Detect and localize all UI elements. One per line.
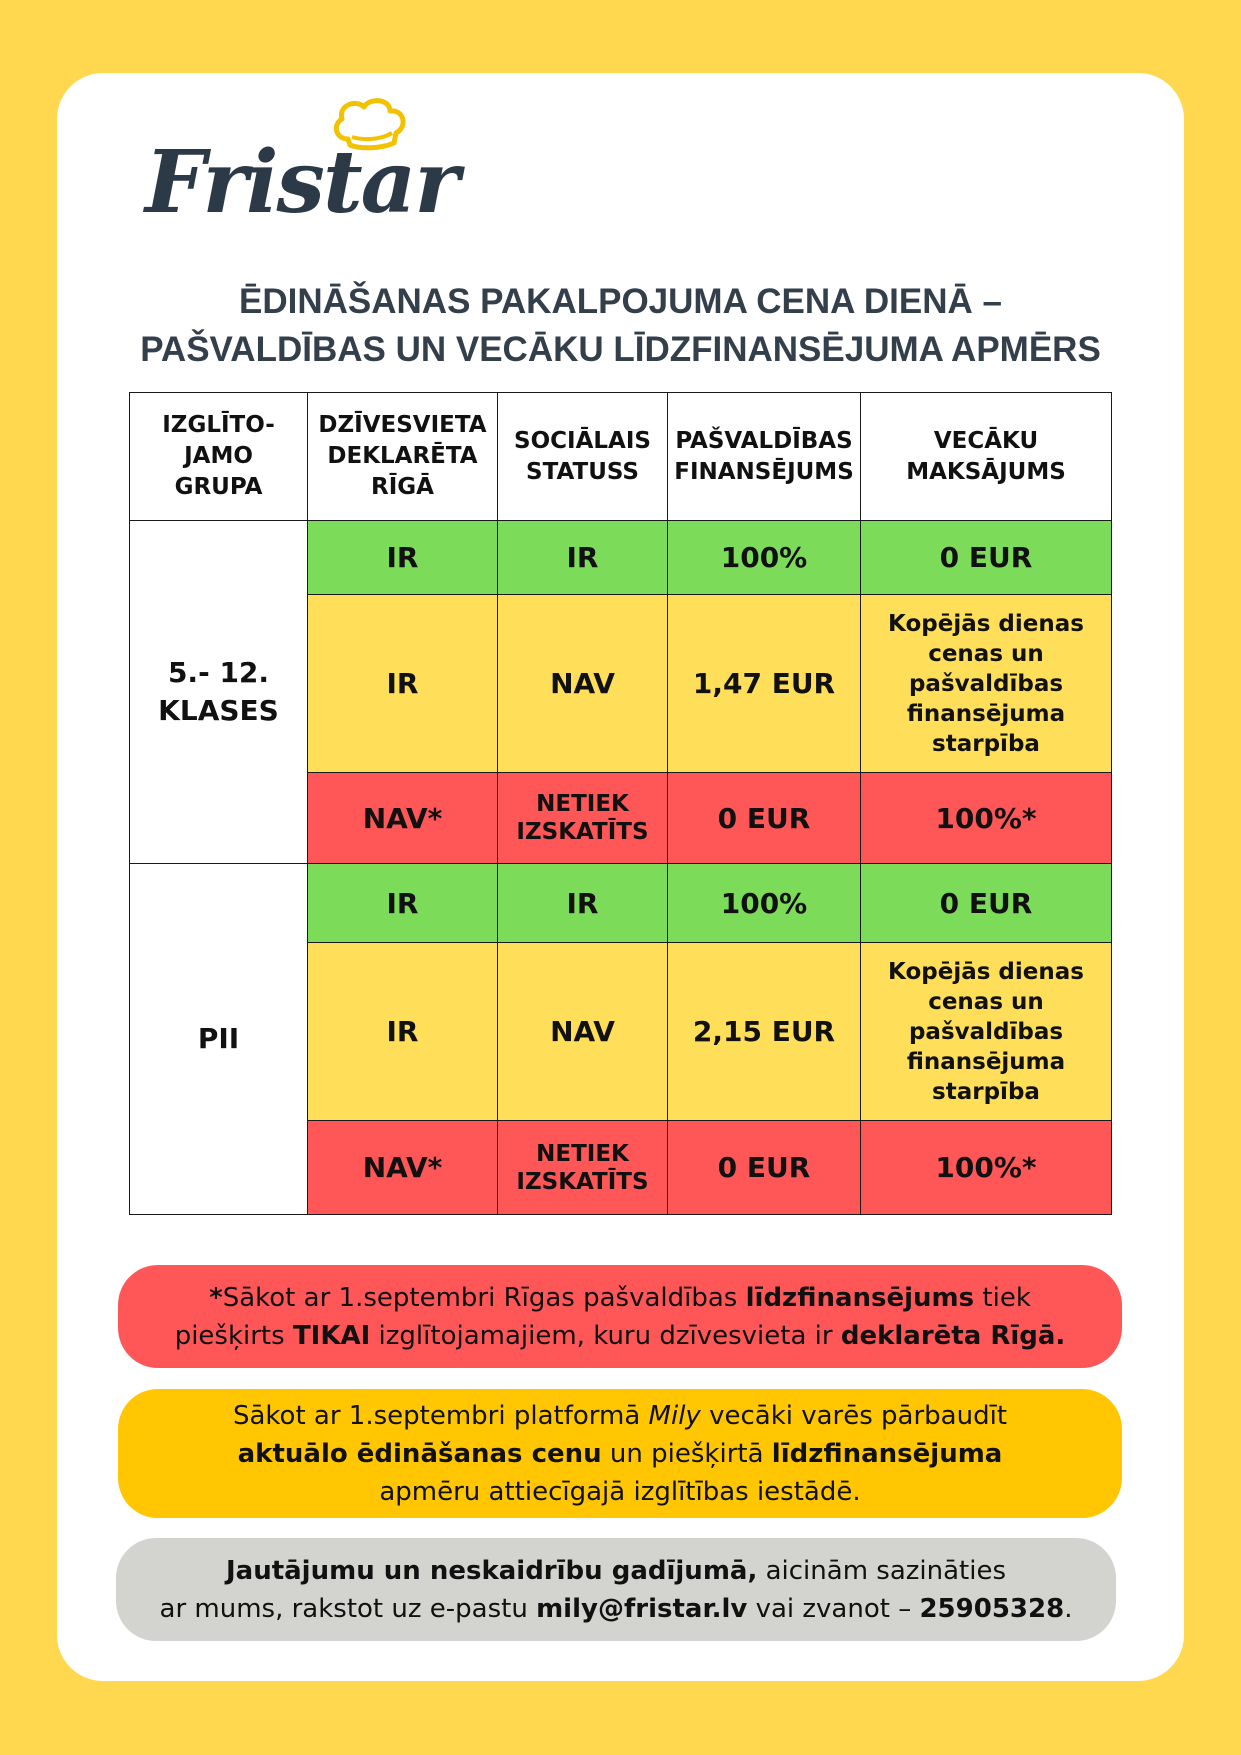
payment-note-line: starpība: [932, 730, 1040, 757]
header-text: MAKSĀJUMS: [906, 458, 1066, 485]
header-text: SOCIĀLAIS: [514, 427, 651, 454]
contact-phone[interactable]: 25905328: [919, 1593, 1065, 1624]
note-bold: līdzfinansējums: [745, 1282, 975, 1313]
payment-note-line: starpība: [932, 1078, 1040, 1105]
logo-wordmark: Fristar: [145, 132, 458, 233]
group-label: KLASES: [158, 694, 279, 727]
note-bold: deklarēta Rīgā.: [840, 1320, 1066, 1351]
status-text: IZSKATĪTS: [516, 1168, 649, 1195]
residence-cell: NAV*: [308, 1121, 498, 1215]
note-bold: līdzfinansējuma: [771, 1438, 1003, 1469]
header-text: IZGLĪTO-: [162, 412, 275, 438]
note-mily-platform: [118, 1389, 1122, 1518]
group-label: 5.- 12.: [167, 656, 270, 689]
header-parent-payment: [861, 393, 1112, 521]
note-bold: *: [209, 1282, 223, 1313]
table-row: [130, 521, 1112, 595]
note-text: vecāki varēs pārbaudīt: [700, 1400, 1008, 1431]
note-rigas-cofinancing: [118, 1265, 1122, 1368]
header-text: RĪGĀ: [371, 474, 434, 500]
status-text: NETIEK: [536, 791, 629, 817]
group-cell-pii: [130, 864, 308, 1215]
contact-email[interactable]: mily@fristar.lv: [536, 1593, 748, 1624]
group-label: PII: [197, 1022, 240, 1055]
note-bold: aktuālo ēdināšanas cenu: [237, 1438, 602, 1469]
title-line-2: PAŠVALDĪBAS UN VECĀKU LĪDZFINANSĒJUMA APMĒRS: [140, 330, 1101, 369]
note-text: Sākot ar 1.septembri Rīgas pašvaldības: [222, 1282, 746, 1313]
note-bold: TIKAI: [292, 1320, 371, 1351]
residence-cell: IR: [308, 943, 498, 1121]
note-text: tiek: [974, 1282, 1031, 1313]
note-text: un piešķirtā: [601, 1438, 772, 1469]
funding-cell: 100%: [668, 521, 861, 595]
header-residence: [308, 393, 498, 521]
note-bold: Jautājumu un neskaidrību gadījumā,: [225, 1555, 758, 1586]
note-line: [116, 1590, 1116, 1628]
status-text: NETIEK: [536, 1140, 629, 1167]
payment-note-line: pašvaldības: [908, 1018, 1064, 1045]
status-cell: [498, 773, 668, 864]
fristar-logo: [145, 95, 458, 245]
residence-cell: IR: [308, 595, 498, 773]
payment-note-line: pašvaldības: [908, 670, 1064, 697]
price-table: [129, 392, 1112, 1215]
payment-note-line: cenas un: [928, 988, 1044, 1015]
payment-note-line: finansējuma: [906, 700, 1066, 727]
title-line-1: ĒDINĀŠANAS PAKALPOJUMA CENA DIENĀ –: [239, 282, 1002, 321]
header-text: GRUPA: [174, 474, 263, 500]
header-text: JAMO: [184, 443, 253, 469]
note-line: [116, 1552, 1116, 1590]
header-text: FINANSĒJUMS: [674, 458, 854, 485]
note-text: Sākot ar 1.septembri platformā: [232, 1400, 649, 1431]
header-text: DZĪVESVIETA: [318, 412, 487, 438]
note-line: [118, 1473, 1122, 1511]
table-header-row: [130, 393, 1112, 521]
funding-cell: 0 EUR: [668, 1121, 861, 1215]
residence-cell: IR: [308, 521, 498, 595]
note-text: izglītojamajiem, kuru dzīvesvieta ir: [370, 1320, 841, 1351]
payment-note-line: cenas un: [928, 640, 1044, 667]
funding-cell: 100%: [668, 864, 861, 943]
payment-cell: 100%*: [861, 773, 1112, 864]
header-text: STATUSS: [526, 458, 639, 485]
note-text: piešķirts: [174, 1320, 293, 1351]
note-line: [118, 1279, 1122, 1317]
group-cell-grades: [130, 521, 308, 864]
payment-note-line: Kopējās dienas: [888, 610, 1084, 637]
status-cell: IR: [498, 521, 668, 595]
status-cell: IR: [498, 864, 668, 943]
header-text: DEKLARĒTA: [327, 443, 478, 469]
note-text: .: [1064, 1593, 1073, 1624]
payment-note-line: finansējuma: [906, 1048, 1066, 1075]
table-row: [130, 864, 1112, 943]
status-cell: NAV: [498, 943, 668, 1121]
header-text: PAŠVALDĪBAS: [675, 427, 853, 454]
header-group: [130, 393, 308, 521]
note-text: aicinām sazināties: [757, 1555, 1007, 1586]
residence-cell: IR: [308, 864, 498, 943]
note-text: ar mums, rakstot uz e-pastu: [159, 1593, 537, 1624]
status-cell: [498, 1121, 668, 1215]
funding-cell: 1,47 EUR: [668, 595, 861, 773]
payment-note-line: Kopējās dienas: [888, 958, 1084, 985]
page-title: [0, 278, 1241, 374]
note-line: [118, 1317, 1122, 1355]
payment-cell: 0 EUR: [861, 521, 1112, 595]
payment-cell: 0 EUR: [861, 864, 1112, 943]
note-line: [118, 1435, 1122, 1473]
payment-cell: [861, 943, 1112, 1121]
status-text: IZSKATĪTS: [516, 819, 649, 845]
header-text: VECĀKU: [933, 427, 1039, 454]
residence-cell: NAV*: [308, 773, 498, 864]
note-italic: Mily: [648, 1400, 701, 1431]
note-contact: [116, 1538, 1116, 1641]
status-cell: NAV: [498, 595, 668, 773]
funding-cell: 0 EUR: [668, 773, 861, 864]
note-line: [118, 1397, 1122, 1435]
funding-cell: 2,15 EUR: [668, 943, 861, 1121]
payment-cell: [861, 595, 1112, 773]
header-social-status: [498, 393, 668, 521]
header-municipal-funding: [668, 393, 861, 521]
note-text: apmēru attiecīgajā izglītības iestādē.: [379, 1476, 861, 1507]
note-text: vai zvanot –: [747, 1593, 920, 1624]
payment-cell: 100%*: [861, 1121, 1112, 1215]
